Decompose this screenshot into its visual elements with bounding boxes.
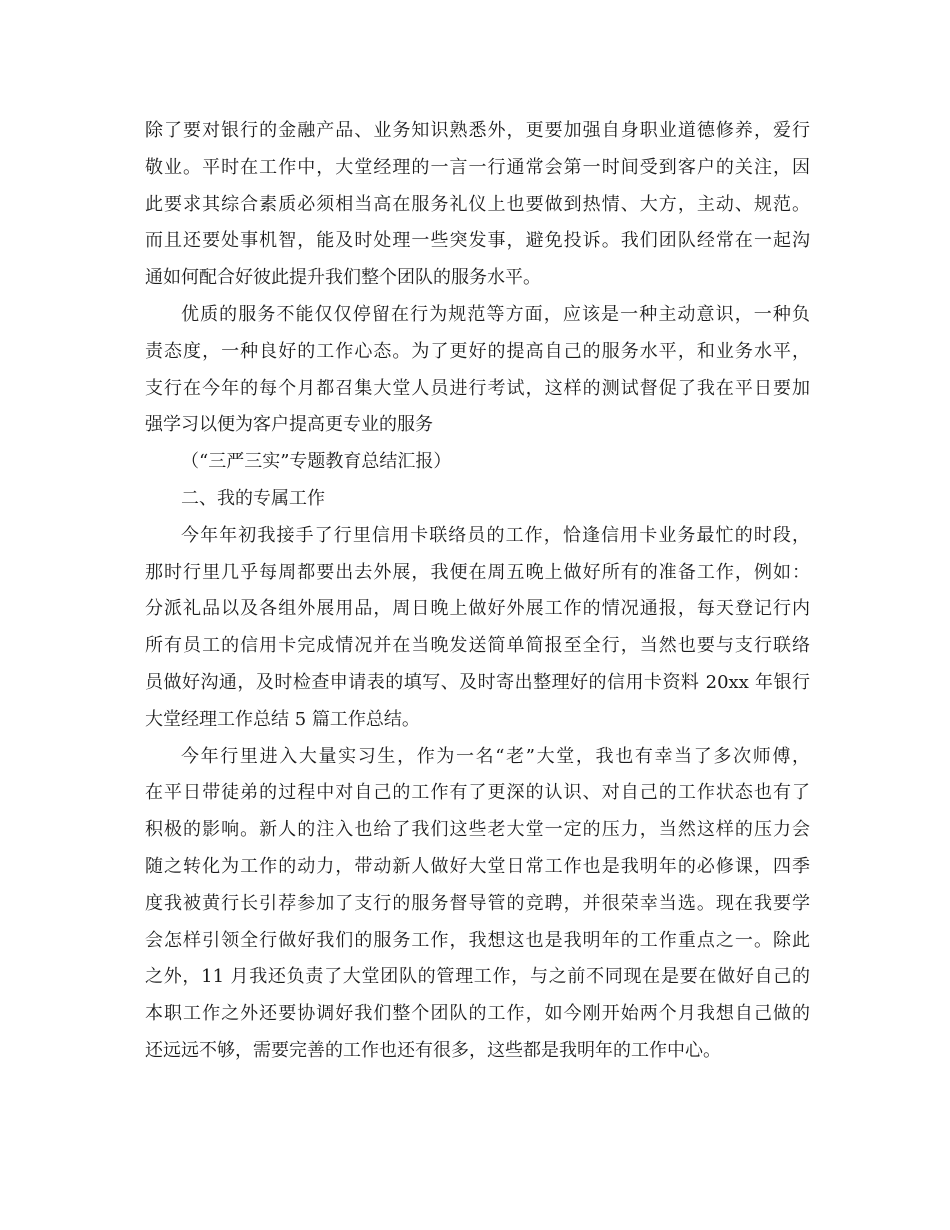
paragraph-5-line-1: 今年年初我接手了行里信用卡联络员的工作，恰逢信用卡业务最忙的时段，: [181, 524, 810, 546]
paragraph-5-line-5: 员做好沟通，及时检查申请表的填写、及时寄出整理好的信用卡资料 20xx 年银行: [145, 671, 810, 693]
paragraph-5-line-4: 所有员工的信用卡完成情况并在当晚发送简单简报至全行，当然也要与支行联络: [145, 635, 810, 657]
paragraph-1-line-1: 除了要对银行的金融产品、业务知识熟悉外，更要加强自身职业道德修养，爱行: [145, 120, 810, 141]
paragraph-1-line-2: 敬业。平时在工作中，大堂经理的一言一行通常会第一时间受到客户的关注，因: [145, 156, 810, 178]
document-body: [145, 113, 810, 1070]
paragraph-2-line-4: 强学习以便为客户提高更专业的服务: [145, 414, 433, 436]
paragraph-2-line-2: 责态度，一种良好的工作心态。为了更好的提高自己的服务水平，和业务水平，: [145, 340, 810, 362]
paragraph-1-line-3: 此要求其综合素质必须相当高在服务礼仪上也要做到热情、大方，主动、规范。: [145, 193, 810, 215]
paragraph-6-line-3: 积极的影响。新人的注入也给了我们这些老大堂一定的压力，当然这样的压力会: [145, 819, 810, 841]
paragraph-6-line-5: 度我被黄行长引荐参加了支行的服务督导管的竞聘，并很荣幸当选。现在我要学: [145, 892, 810, 914]
paragraph-2-line-3: 支行在今年的每个月都召集大堂人员进行考试，这样的测试督促了我在平日要加: [145, 377, 810, 399]
paragraph-6-line-8: 本职工作之外还要协调好我们整个团队的工作，如今刚开始两个月我想自己做的: [145, 1003, 810, 1025]
paragraph-6-line-1: 今年行里进入大量实习生，作为一名“老”大堂，我也有幸当了多次师傅，: [181, 745, 810, 767]
paragraph-5-line-6: 大堂经理工作总结 5 篇工作总结。: [145, 708, 420, 730]
paragraph-6-line-9: 还远远不够，需要完善的工作也还有很多，这些都是我明年的工作中心。: [145, 1039, 721, 1061]
paragraph-6-line-7: 之外，11 月我还负责了大堂团队的管理工作，与之前不同现在是要在做好自己的: [145, 966, 810, 988]
paragraph-1-line-4: 而且还要处事机智，能及时处理一些突发事，避免投诉。我们团队经常在一起沟: [145, 230, 810, 252]
paragraph-3-line-1: （“三严三实”专题教育总结汇报）: [181, 451, 452, 473]
section-heading: 二、我的专属工作: [181, 487, 325, 509]
paragraph-6-line-2: 在平日带徒弟的过程中对自己的工作有了更深的认识、对自己的工作状态也有了: [145, 782, 810, 804]
paragraph-1-line-5: 通如何配合好彼此提升我们整个团队的服务水平。: [145, 267, 541, 289]
paragraph-2-line-1: 优质的服务不能仅仅停留在行为规范等方面，应该是一种主动意识，一种负: [181, 303, 810, 325]
paragraph-6-line-4: 随之转化为工作的动力，带动新人做好大堂日常工作也是我明年的必修课，四季: [145, 855, 810, 877]
paragraph-5-line-3: 分派礼品以及各组外展用品，周日晚上做好外展工作的情况通报，每天登记行内: [145, 598, 810, 620]
paragraph-6-line-6: 会怎样引领全行做好我们的服务工作，我想这也是我明年的工作重点之一。除此: [145, 929, 810, 951]
paragraph-5-line-2: 那时行里几乎每周都要出去外展，我便在周五晚上做好所有的准备工作，例如：: [145, 561, 810, 583]
